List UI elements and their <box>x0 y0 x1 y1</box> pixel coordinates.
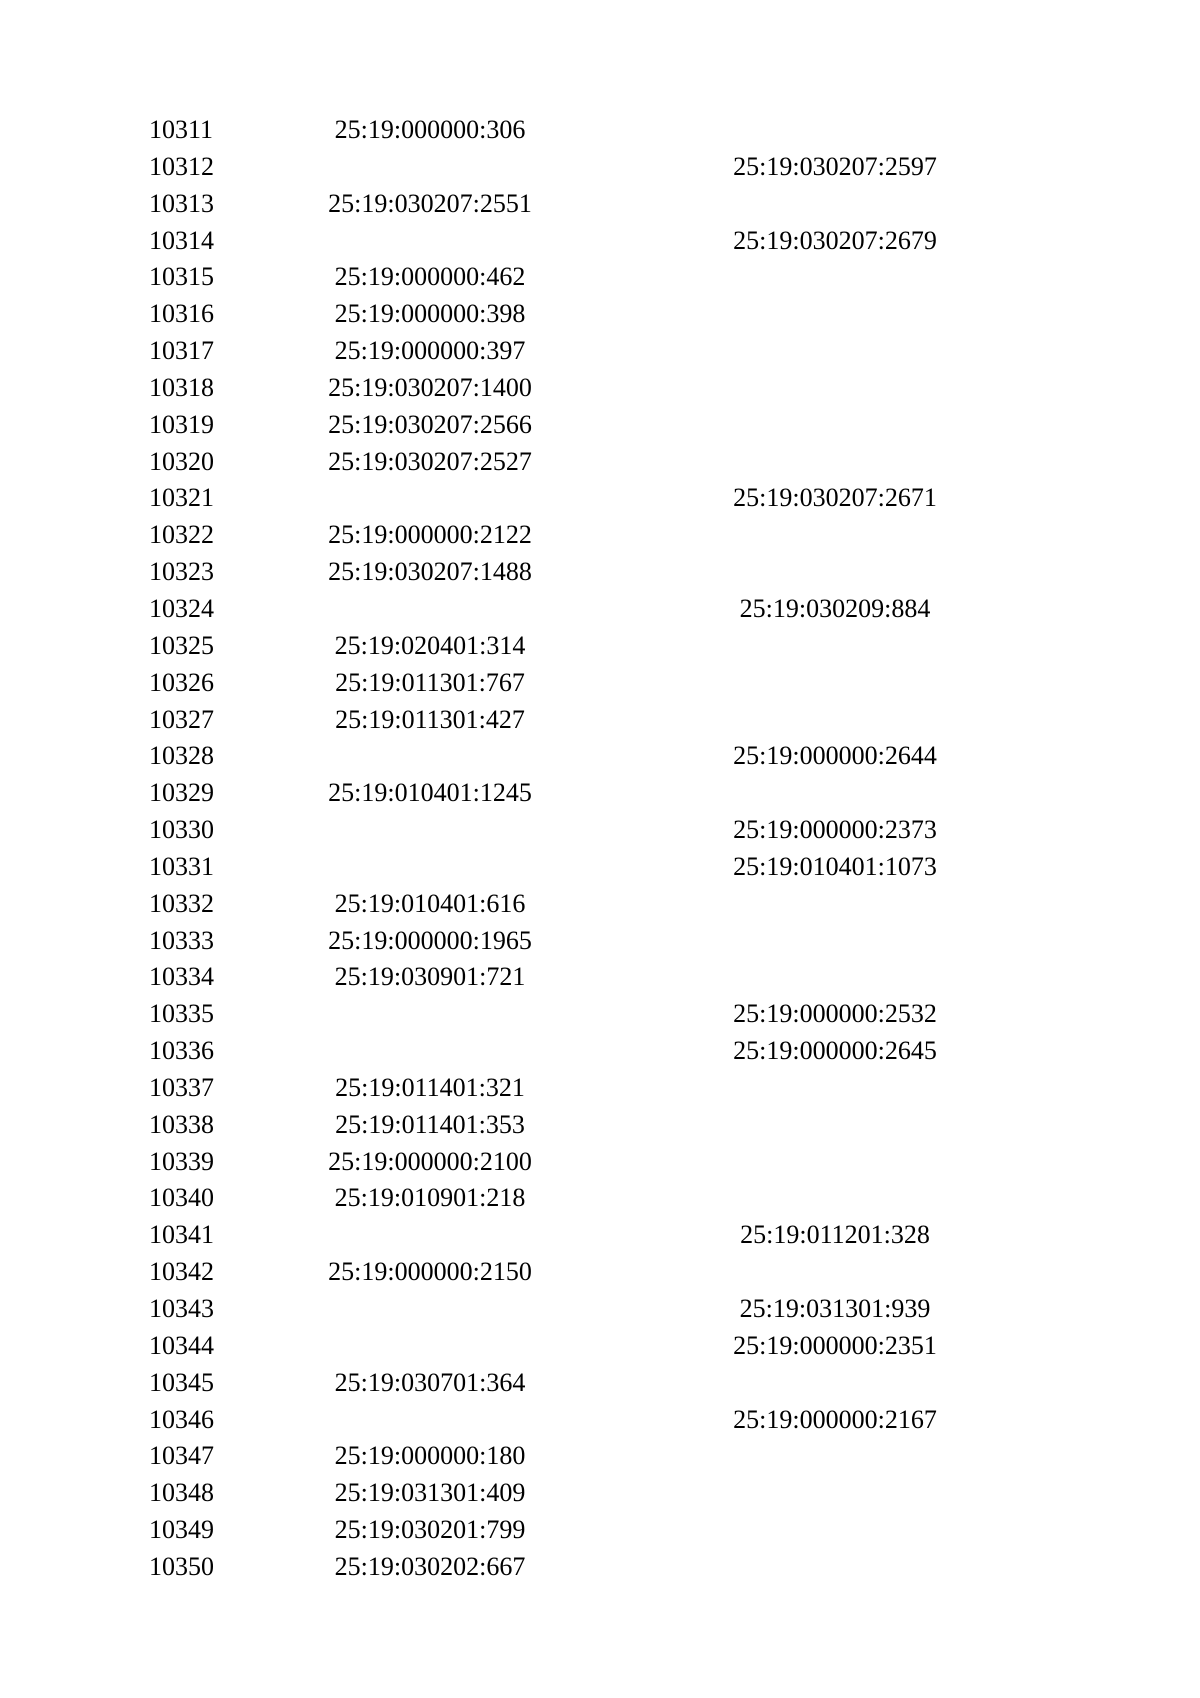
cadastral-number-right <box>665 1438 1005 1475</box>
cadastral-number-left <box>260 1402 600 1439</box>
row-number: 10322 <box>149 520 214 550</box>
cadastral-number-left: 25:19:030207:1488 <box>328 557 532 587</box>
cadastral-number-left <box>260 591 600 628</box>
row-number: 10343 <box>149 1294 214 1323</box>
row-number: 10313 <box>149 188 214 218</box>
row-number: 10329 <box>149 778 214 808</box>
row-number: 10316 <box>149 299 214 329</box>
cadastral-number-left: 25:19:011401:321 <box>335 1072 525 1102</box>
cadastral-number-left: 25:19:010401:1245 <box>328 778 532 808</box>
list-row <box>0 1438 1200 1475</box>
row-number: 10323 <box>149 557 214 587</box>
cadastral-number-left: 25:19:011301:427 <box>335 704 525 734</box>
cadastral-number-right <box>665 1475 1005 1512</box>
cadastral-number-right: 25:19:010401:1073 <box>733 851 937 881</box>
cadastral-number-right: 25:19:030207:2597 <box>733 151 937 181</box>
cadastral-number-left: 25:19:010401:616 <box>334 888 526 918</box>
list-row <box>0 1365 1200 1402</box>
list-row <box>0 1328 1200 1365</box>
list-row <box>0 186 1200 223</box>
cadastral-number-left <box>260 1291 600 1328</box>
row-number: 10330 <box>149 815 214 845</box>
cadastral-number-left: 25:19:030207:1400 <box>328 372 532 402</box>
cadastral-number-left <box>260 1217 600 1254</box>
row-number: 10324 <box>149 593 214 623</box>
cadastral-number-left: 25:19:000000:398 <box>334 299 526 329</box>
row-number: 10325 <box>149 630 214 660</box>
cadastral-number-right <box>665 923 1005 960</box>
cadastral-number-left: 25:19:030701:364 <box>334 1367 526 1397</box>
row-number: 10317 <box>149 336 214 366</box>
row-number: 10315 <box>149 262 214 292</box>
cadastral-number-right <box>665 628 1005 665</box>
cadastral-number-right: 25:19:011201:328 <box>740 1220 930 1250</box>
cadastral-number-right <box>665 1512 1005 1549</box>
cadastral-number-left: 25:19:000000:1965 <box>328 925 532 955</box>
cadastral-number-right: 25:19:000000:2644 <box>733 741 937 771</box>
list-row <box>0 1070 1200 1107</box>
list-row <box>0 1475 1200 1512</box>
list-row <box>0 1033 1200 1070</box>
list-row <box>0 775 1200 812</box>
row-number: 10312 <box>149 151 214 181</box>
list-row <box>0 407 1200 444</box>
cadastral-number-left: 25:19:000000:397 <box>334 336 526 366</box>
list-row <box>0 149 1200 186</box>
row-number: 10339 <box>149 1146 214 1176</box>
list-row <box>0 223 1200 260</box>
list-row <box>0 1512 1200 1549</box>
cadastral-number-left: 25:19:000000:462 <box>334 262 526 292</box>
cadastral-number-right <box>665 1144 1005 1181</box>
list-row <box>0 554 1200 591</box>
list-row <box>0 1549 1200 1586</box>
cadastral-number-right <box>665 775 1005 812</box>
cadastral-number-right <box>665 1365 1005 1402</box>
cadastral-number-right: 25:19:030207:2671 <box>733 483 937 513</box>
row-number: 10345 <box>149 1367 214 1397</box>
cadastral-number-right <box>665 1549 1005 1586</box>
list-row <box>0 112 1200 149</box>
cadastral-number-left <box>260 849 600 886</box>
cadastral-number-right: 25:19:030209:884 <box>739 593 931 623</box>
list-row <box>0 259 1200 296</box>
list-row <box>0 1291 1200 1328</box>
cadastral-number-left <box>260 996 600 1033</box>
row-number: 10346 <box>149 1404 214 1434</box>
cadastral-number-right <box>665 554 1005 591</box>
list-row <box>0 886 1200 923</box>
row-number: 10341 <box>149 1220 214 1250</box>
cadastral-number-right <box>665 886 1005 923</box>
cadastral-number-right <box>665 959 1005 996</box>
cadastral-number-right: 25:19:030207:2679 <box>733 225 937 255</box>
cadastral-number-right <box>665 1254 1005 1291</box>
row-number: 10342 <box>149 1257 214 1287</box>
cadastral-number-left: 25:19:000000:2122 <box>328 520 532 550</box>
cadastral-number-right <box>665 517 1005 554</box>
list-row <box>0 1144 1200 1181</box>
cadastral-number-right <box>665 1070 1005 1107</box>
cadastral-number-right <box>665 259 1005 296</box>
list-row <box>0 480 1200 517</box>
cadastral-number-left <box>260 738 600 775</box>
row-number: 10327 <box>149 704 214 734</box>
cadastral-number-right <box>665 702 1005 739</box>
cadastral-number-left: 25:19:000000:306 <box>334 115 526 144</box>
list-row <box>0 923 1200 960</box>
cadastral-number-left: 25:19:031301:409 <box>334 1478 526 1508</box>
cadastral-number-left: 25:19:030202:667 <box>334 1551 526 1581</box>
cadastral-number-right <box>665 1180 1005 1217</box>
list-row <box>0 1217 1200 1254</box>
cadastral-number-left: 25:19:030207:2551 <box>328 188 532 218</box>
row-number: 10348 <box>149 1478 214 1508</box>
cadastral-number-right <box>665 296 1005 333</box>
cadastral-number-left: 25:19:010901:218 <box>334 1183 526 1213</box>
row-number: 10321 <box>149 483 214 513</box>
row-number: 10326 <box>149 667 214 697</box>
list-row <box>0 1107 1200 1144</box>
cadastral-number-left: 25:19:000000:2100 <box>328 1146 532 1176</box>
list-row <box>0 591 1200 628</box>
list-row <box>0 702 1200 739</box>
cadastral-number-right <box>665 112 1005 149</box>
row-number: 10311 <box>149 115 214 144</box>
row-number: 10318 <box>149 372 214 402</box>
list-row <box>0 959 1200 996</box>
list-row <box>0 812 1200 849</box>
cadastral-number-left <box>260 480 600 517</box>
cadastral-number-right <box>665 186 1005 223</box>
cadastral-number-left <box>260 149 600 186</box>
cadastral-number-left: 25:19:030207:2527 <box>328 446 532 476</box>
cadastral-number-list <box>0 112 1200 1586</box>
list-row <box>0 1402 1200 1439</box>
cadastral-number-left <box>260 812 600 849</box>
row-number: 10328 <box>149 741 214 771</box>
row-number: 10337 <box>149 1072 214 1102</box>
list-row <box>0 517 1200 554</box>
row-number: 10333 <box>149 925 214 955</box>
cadastral-number-right: 25:19:000000:2167 <box>733 1404 937 1434</box>
cadastral-number-left: 25:19:030901:721 <box>334 962 526 992</box>
row-number: 10344 <box>149 1330 214 1360</box>
row-number: 10338 <box>149 1109 214 1139</box>
cadastral-number-left <box>260 223 600 260</box>
row-number: 10319 <box>149 409 214 439</box>
cadastral-number-right <box>665 407 1005 444</box>
row-number: 10350 <box>149 1551 214 1581</box>
cadastral-number-right <box>665 444 1005 481</box>
cadastral-number-right <box>665 370 1005 407</box>
cadastral-number-right <box>665 333 1005 370</box>
cadastral-number-right: 25:19:000000:2645 <box>733 1036 937 1066</box>
row-number: 10336 <box>149 1036 214 1066</box>
row-number: 10314 <box>149 225 214 255</box>
row-number: 10349 <box>149 1515 214 1545</box>
row-number: 10332 <box>149 888 214 918</box>
list-row <box>0 370 1200 407</box>
list-row <box>0 996 1200 1033</box>
list-row <box>0 333 1200 370</box>
cadastral-number-right: 25:19:000000:2532 <box>733 999 937 1029</box>
cadastral-number-right <box>665 665 1005 702</box>
cadastral-number-right: 25:19:031301:939 <box>739 1294 931 1323</box>
list-row <box>0 1180 1200 1217</box>
cadastral-number-left: 25:19:011401:353 <box>335 1109 525 1139</box>
list-row <box>0 738 1200 775</box>
list-row <box>0 849 1200 886</box>
cadastral-number-right <box>665 1107 1005 1144</box>
cadastral-number-left: 25:19:030207:2566 <box>328 409 532 439</box>
cadastral-number-left: 25:19:030201:799 <box>334 1515 526 1545</box>
cadastral-number-left: 25:19:000000:2150 <box>328 1257 532 1287</box>
cadastral-number-right: 25:19:000000:2351 <box>733 1330 937 1360</box>
row-number: 10331 <box>149 851 214 881</box>
cadastral-number-left <box>260 1033 600 1070</box>
row-number: 10335 <box>149 999 214 1029</box>
row-number: 10340 <box>149 1183 214 1213</box>
cadastral-number-left <box>260 1328 600 1365</box>
list-row <box>0 444 1200 481</box>
list-row <box>0 665 1200 702</box>
list-row <box>0 628 1200 665</box>
list-row <box>0 296 1200 333</box>
cadastral-number-left: 25:19:000000:180 <box>334 1441 526 1471</box>
row-number: 10334 <box>149 962 214 992</box>
cadastral-number-left: 25:19:011301:767 <box>335 667 525 697</box>
row-number: 10347 <box>149 1441 214 1471</box>
cadastral-number-right: 25:19:000000:2373 <box>733 815 937 845</box>
row-number: 10320 <box>149 446 214 476</box>
cadastral-number-left: 25:19:020401:314 <box>334 630 526 660</box>
list-row <box>0 1254 1200 1291</box>
